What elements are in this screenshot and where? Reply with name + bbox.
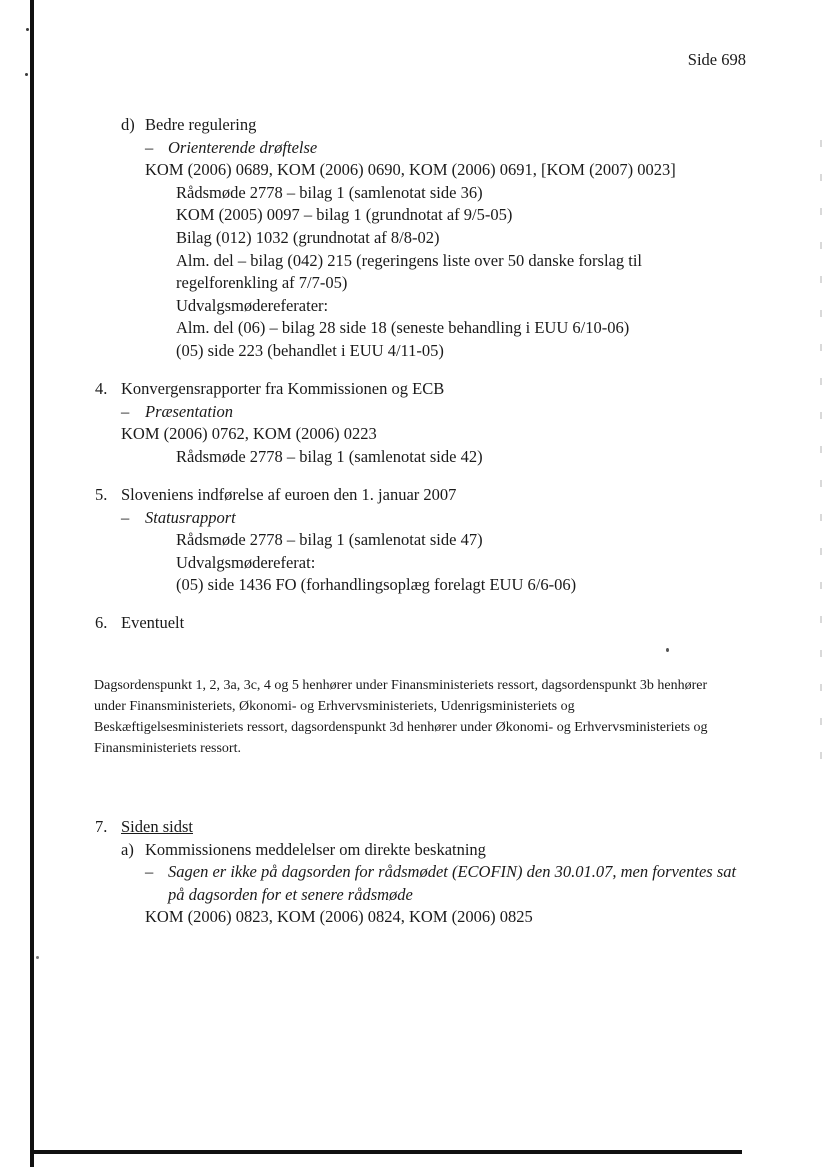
scan-speck [36, 956, 39, 959]
sub-item-title: Kommissionens meddelelser om direkte beskatning [145, 839, 486, 859]
reference-list [95, 446, 712, 469]
scan-edge-bottom [30, 1150, 742, 1154]
agenda-item-7 [95, 816, 775, 929]
agenda-item-5 [95, 484, 775, 597]
item-marker: 6. [95, 613, 108, 632]
item-marker: 4. [95, 379, 108, 398]
reference-line: Rådsmøde 2778 – bilag 1 (samlenotat side 47) [176, 530, 483, 550]
item-title: Eventuelt [121, 613, 185, 632]
dash: – [121, 507, 130, 527]
item-note: Orienterende drøftelse [168, 137, 318, 157]
item-subtype [95, 507, 775, 530]
item-marker: 7. [95, 817, 108, 836]
item-heading [95, 114, 775, 137]
kom-reference-line: KOM (2006) 0689, KOM (2006) 0690, KOM (2006) 0691, [KOM (2007) 0023] [145, 160, 676, 180]
agenda-item-6 [95, 612, 775, 635]
item-heading [95, 612, 775, 635]
item-heading [95, 816, 775, 839]
scan-perforation-marks [820, 140, 822, 780]
dash: – [121, 401, 130, 421]
reference-list [95, 182, 712, 363]
sub-item-heading [95, 839, 775, 862]
item-title: Sloveniens indførelse af euroen den 1. januar 2007 [121, 485, 457, 504]
item-note: Præsentation [145, 401, 234, 421]
item-marker: 5. [95, 485, 108, 504]
reference-line: Rådsmøde 2778 – bilag 1 (samlenotat side 42) [176, 446, 483, 466]
reference-line: Bilag (012) 1032 (grundnotat af 8/8-02) [176, 227, 440, 247]
scan-speck [26, 28, 29, 31]
kom-reference-line: KOM (2006) 0762, KOM (2006) 0223 [121, 424, 377, 444]
reference-line: Alm. del – bilag (042) 215 (regeringens liste over 50 danske forslag til regelforenkling af 7/7-05) [176, 250, 643, 293]
sub-item-marker: a) [121, 839, 134, 859]
ressort-note: Dagsordenspunkt 1, 2, 3a, 3c, 4 og 5 henhører under Finansministeriets ressort, dagsordenspunkt 3b henhører under Finansministeriets, Økonomi- og Erhvervsministeriets, Udenrigsministeriets og Beskæftigelsesministeriets ressort, dagsordenspunkt 3d henhører under Økonomi- og Erhvervsministeriets og Finansministeriets ressort. [94, 678, 708, 756]
scan-speck [666, 648, 669, 652]
item-subtype [95, 861, 775, 884]
dash: – [145, 862, 154, 882]
item-subtype [95, 137, 775, 160]
item-marker: d) [121, 115, 135, 134]
reference-line: (05) side 223 (behandlet i EUU 4/11-05) [176, 340, 444, 360]
item-title: Bedre regulering [145, 115, 257, 134]
item-subtype [95, 401, 775, 424]
scan-edge-left [30, 0, 34, 1167]
scan-speck [25, 73, 28, 76]
agenda-item-d [95, 114, 775, 363]
dash: – [145, 137, 154, 157]
reference-line: Udvalgsmødereferater: [176, 295, 329, 315]
item-heading [95, 484, 775, 507]
item-note-line-1: Sagen er ikke på dagsorden for rådsmødet (ECOFIN) den 30.01.07, men forventes sat [168, 862, 737, 882]
item-note-continuation [95, 884, 775, 907]
item-note-line-2: på dagsorden for et senere rådsmøde [168, 884, 413, 904]
item-title: Konvergensrapporter fra Kommissionen og ECB [121, 379, 445, 398]
item-note: Statusrapport [145, 507, 236, 527]
reference-line: Udvalgsmødereferat: [176, 552, 316, 572]
reference-line: KOM (2005) 0097 – bilag 1 (grundnotat af 9/5-05) [176, 205, 513, 225]
agenda-item-4 [95, 378, 775, 468]
reference-list [95, 529, 712, 597]
reference-line: (05) side 1436 FO (forhandlingsoplæg forelagt EUU 6/6-06) [176, 575, 577, 595]
kom-reference-line: KOM (2006) 0823, KOM (2006) 0824, KOM (2006) 0825 [145, 907, 533, 927]
reference-line: Alm. del (06) – bilag 28 side 18 (seneste behandling i EUU 6/10-06) [176, 318, 630, 338]
item-heading [95, 378, 775, 401]
item-title: Siden sidst [121, 817, 193, 836]
page-number: Side 698 [687, 50, 746, 69]
reference-line: Rådsmøde 2778 – bilag 1 (samlenotat side 36) [176, 182, 483, 202]
